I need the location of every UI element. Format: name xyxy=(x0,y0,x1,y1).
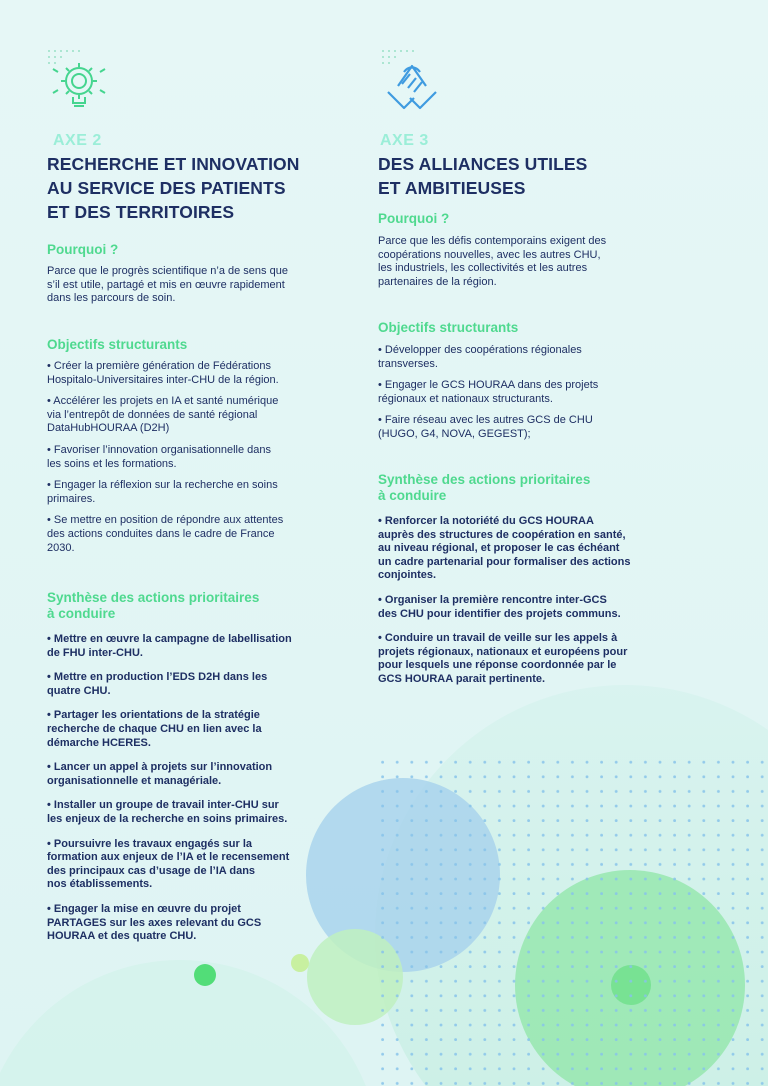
green-dot-left xyxy=(194,964,216,986)
list-item xyxy=(47,903,292,944)
lightbulb-gear-icon xyxy=(44,48,114,118)
list-item-line: organisationnelle et managériale. xyxy=(47,774,222,787)
axe2-pourquoi-text xyxy=(47,265,288,306)
paragraph-line: s’il est utile, partagé et mis en œuvre rapidement xyxy=(47,278,285,291)
list-item-line: (HUGO, G4, NOVA, GEGEST); xyxy=(378,427,531,440)
axe3-objectifs-list xyxy=(378,344,598,442)
list-item-line: • Créer la première génération de Fédérations xyxy=(47,360,271,372)
large-bubble xyxy=(375,685,768,1086)
list-item-line: projets régionaux, nationaux et européens pour xyxy=(378,645,628,658)
list-item-line: PARTAGES sur les axes relevant du GCS xyxy=(47,916,262,929)
list-item-line: démarche HCERES. xyxy=(47,736,151,749)
list-item-line: • Conduire un travail de veille sur les appels à xyxy=(378,632,618,645)
list-item xyxy=(47,709,292,750)
list-item xyxy=(47,360,283,387)
axe2-objectifs-list xyxy=(47,360,283,555)
heading-line: Synthèse des actions prioritaires xyxy=(47,590,260,605)
list-item-line: Hospitalo-Universitaires inter-CHU de la région. xyxy=(47,373,279,386)
list-item-line: • Développer des coopérations régionales xyxy=(378,344,582,356)
list-item xyxy=(47,761,292,788)
list-item-line: • Se mettre en position de répondre aux attentes xyxy=(47,514,284,527)
list-item-line: au niveau régional, et proposer le cas échéant xyxy=(378,542,620,555)
list-item xyxy=(47,514,283,555)
list-item-line: via l’entrepôt de données de santé régional xyxy=(47,408,258,421)
list-item-line: des principaux cas d’usage de l’IA dans xyxy=(47,864,256,877)
list-item-line: DataHubHOURAA (D2H) xyxy=(47,422,170,435)
list-item xyxy=(378,344,598,371)
axe3-pourquoi-heading: Pourquoi ? xyxy=(378,211,450,226)
axe3-pourquoi-text xyxy=(378,235,606,289)
dot-grid xyxy=(380,755,768,1086)
list-item-line: • Mettre en production l’EDS D2H dans les xyxy=(47,671,268,684)
list-item-line: transverses. xyxy=(378,357,438,370)
list-item-line: auprès des structures de coopération en santé, xyxy=(378,528,626,541)
list-item-line: HOURAA et des quatre CHU. xyxy=(47,930,197,943)
axe2-title-line: AU SERVICE DES PATIENTS xyxy=(47,178,286,198)
list-item-line: • Engager la mise en œuvre du projet xyxy=(47,902,241,915)
list-item xyxy=(378,515,630,583)
axe3-title xyxy=(378,152,587,200)
list-item-line: • Organiser la première rencontre inter-GCS xyxy=(378,593,607,606)
axe2-title-line: ET DES TERRITOIRES xyxy=(47,202,235,222)
list-item xyxy=(47,671,292,698)
paragraph-line: dans les parcours de soin. xyxy=(47,292,176,305)
list-item xyxy=(47,479,283,506)
green-bubble-right xyxy=(515,870,745,1086)
axe3-synthese-heading xyxy=(378,472,590,504)
list-item xyxy=(47,444,283,471)
blue-bubble xyxy=(306,778,500,972)
list-item xyxy=(378,594,630,621)
axe3-objectifs-heading: Objectifs structurants xyxy=(378,320,519,335)
lower-left-bubble xyxy=(0,960,380,1086)
paragraph-line: partenaires de la région. xyxy=(378,275,497,288)
list-item-line: conjointes. xyxy=(378,569,437,582)
green-dot-mid xyxy=(291,954,309,972)
axe3-title-line: DES ALLIANCES UTILES xyxy=(378,154,588,174)
paragraph-line: les industriels, les collectivités et les autres xyxy=(378,262,588,275)
paragraph-line: coopérations nouvelles, avec les autres CHU, xyxy=(378,248,601,261)
list-item-line: • Lancer un appel à projets sur l’innovation xyxy=(47,761,273,774)
axe2-title xyxy=(47,152,300,224)
list-item-line: • Accélérer les projets en IA et santé numérique xyxy=(47,395,279,408)
green-dot-right xyxy=(611,965,651,1005)
heading-line: Synthèse des actions prioritaires xyxy=(378,472,591,487)
list-item-line: un cadre partenarial pour formaliser des actions xyxy=(378,555,631,568)
list-item-line: • Faire réseau avec les autres GCS de CHU xyxy=(378,414,593,427)
list-item xyxy=(47,395,283,436)
list-item-line: • Partager les orientations de la stratégie xyxy=(47,709,260,722)
list-item-line: recherche de chaque CHU en lien avec la xyxy=(47,722,262,735)
list-item-line: des CHU pour identifier des projets communs. xyxy=(378,607,621,620)
list-item-line: • Mettre en œuvre la campagne de labellisation xyxy=(47,633,292,645)
list-item-line: les soins et les formations. xyxy=(47,457,177,470)
list-item-line: • Favoriser l’innovation organisationnelle dans xyxy=(47,443,271,456)
list-item-line: nos établissements. xyxy=(47,878,153,891)
list-item-line: les enjeux de la recherche en soins primaires. xyxy=(47,812,288,825)
list-item-line: • Poursuivre les travaux engagés sur la xyxy=(47,837,252,850)
heading-line: à conduire xyxy=(47,606,116,621)
axe3-actions-list xyxy=(378,515,630,687)
axe2-objectifs-heading: Objectifs structurants xyxy=(47,337,188,352)
paragraph-line: Parce que le progrès scientifique n’a de sens que xyxy=(47,265,288,277)
list-item-line: • Installer un groupe de travail inter-CHU sur xyxy=(47,799,279,812)
list-item-line: • Engager la réflexion sur la recherche en soins xyxy=(47,479,278,492)
list-item-line: • Renforcer la notoriété du GCS HOURAA xyxy=(378,515,594,527)
axe2-title-line: RECHERCHE ET INNOVATION xyxy=(47,154,300,174)
green-bubble-small xyxy=(307,929,403,1025)
axe2-label: AXE 2 xyxy=(53,132,102,149)
list-item-line: pour lesquels une réponse coordonnée par le xyxy=(378,659,617,672)
list-item-line: régionaux et nationaux structurants. xyxy=(378,392,553,405)
list-item-line: formation aux enjeux de l’IA et le recensement xyxy=(47,851,290,864)
list-item-line: GCS HOURAA parait pertinente. xyxy=(378,672,546,685)
list-item-line: 2030. xyxy=(47,541,75,554)
list-item xyxy=(47,799,292,826)
list-item xyxy=(378,379,598,406)
list-item-line: primaires. xyxy=(47,492,96,505)
paragraph-line: Parce que les défis contemporains exigent des xyxy=(378,235,607,247)
list-item-line: quatre CHU. xyxy=(47,684,111,697)
list-item xyxy=(47,838,292,892)
axe3-label: AXE 3 xyxy=(380,132,429,149)
list-item-line: de FHU inter-CHU. xyxy=(47,646,143,659)
axe2-actions-list xyxy=(47,633,292,944)
list-item-line: • Engager le GCS HOURAA dans des projets xyxy=(378,379,599,392)
heading-line: à conduire xyxy=(378,488,447,503)
axe3-title-line: ET AMBITIEUSES xyxy=(378,178,526,198)
handshake-icon xyxy=(378,48,448,118)
axe2-pourquoi-heading: Pourquoi ? xyxy=(47,242,119,257)
list-item xyxy=(47,633,292,660)
list-item xyxy=(378,632,630,686)
list-item xyxy=(378,414,598,441)
list-item-line: des actions conduites dans le cadre de France xyxy=(47,527,275,540)
axe2-synthese-heading xyxy=(47,590,259,622)
